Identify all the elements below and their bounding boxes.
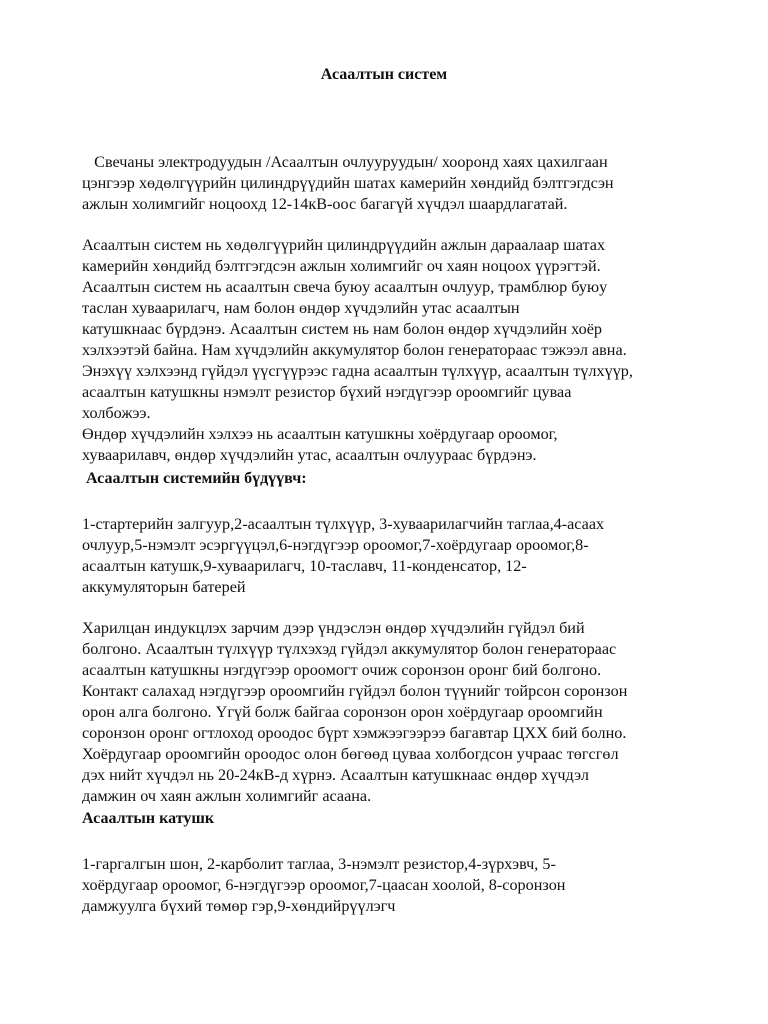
- paragraph-system-description: [82, 235, 728, 466]
- text-line: хоёрдугаар ороомог, 6-нэгдүгээр ороомог,7-цаасан хоолой, 8-соронзон: [82, 876, 566, 894]
- paragraph-intro: [82, 152, 728, 215]
- paragraph-principle: [82, 618, 728, 807]
- text-line: асаалтын катушк,9-хуваарилагч, 10-таславч, 11-конденсатор, 12-: [82, 557, 527, 575]
- text-line: Асаалтын систем нь асаалтын свеча буюу асаалтын очлуур, трамблюр буюу: [82, 278, 608, 296]
- text-line: дамжин оч хаян ажлын холимгийг асаана.: [82, 787, 372, 805]
- text-line: 1-гаргалгын шон, 2-карболит таглаа, 3-нэмэлт резистор,4-зүрхэвч, 5-: [82, 855, 556, 873]
- text-line: дамжуулга бүхий төмөр гэр,9-хөндийрүүлэгч: [82, 897, 396, 915]
- page-title: Асаалтын систем: [320, 66, 448, 83]
- text-line: Энэхүү хэлхээнд гүйдэл үүсгүүрээс гадна асаалтын түлхүүр, асаалтын түлхүүр,: [82, 362, 633, 380]
- text-line: хуваарилавч, өндөр хүчдэлийн утас, асаалтын очлуураас бүрдэнэ.: [82, 446, 537, 464]
- text-line: Өндөр хүчдэлийн хэлхээ нь асаалтын катушкны хоёрдугаар ороомог,: [82, 425, 558, 443]
- text-line: Хоёрдугаар ороомгийн ороодос олон бөгөөд цуваа холбогдсон учраас төгсгөл: [82, 745, 619, 763]
- paragraph-coil-legend: [82, 854, 728, 917]
- section-heading-coil: Асаалтын катушк: [82, 810, 215, 827]
- text-line: хэлхээтэй байна. Нам хүчдэлийн аккумулятор болон генератораас тэжээл авна.: [82, 341, 627, 359]
- text-line: Асаалтын систем нь хөдөлгүүрийн цилиндрүүдийн ажлын дараалаар шатах: [82, 236, 606, 254]
- text-line: камерийн хөндийд бэлтгэгдсэн ажлын холимгийг оч хаян ноцоох үүрэгтэй.: [82, 257, 601, 275]
- text-line: дэх нийт хүчдэл нь 20-24кВ-д хүрнэ. Асаалтын катушкнаас өндөр хүчдэл: [82, 766, 589, 784]
- text-line: ажлын холимгийг ноцоохд 12-14кВ-оос багагүй хүчдэл шаардлагатай.: [82, 195, 568, 213]
- paragraph-diagram-legend: [82, 514, 728, 598]
- text-line: соронзон оронг огтлоход ороодос бүрт хэмжээгээрээ багавтар ЦХХ бий болно.: [82, 724, 627, 742]
- text-line: катушкнаас бүрдэнэ. Асаалтын систем нь нам болон өндөр хүчдэлийн хоёр: [82, 320, 602, 338]
- text-line: орон алга болгоно. Үгүй болж байгаа соронзон орон хоёрдугаар ороомгийн: [82, 703, 603, 721]
- text-line: болгоно. Асаалтын түлхүүр түлхэхэд гүйдэл аккумулятор болон генератораас: [82, 640, 617, 658]
- text-line: очлуур,5-нэмэлт эсэргүүцэл,6-нэгдүгээр ороомог,7-хоёрдугаар ороомог,8-: [82, 536, 589, 554]
- text-line: цэнгээр хөдөлгүүрийн цилиндрүүдийн шатах камерийн хөндийд бэлтгэгдсэн: [82, 174, 614, 192]
- text-line: холбожээ.: [82, 404, 151, 422]
- text-line: Свечаны электродуудын /Асаалтын очлууруудын/ хооронд хаях цахилгаан: [82, 153, 608, 171]
- text-line: Контакт салахад нэгдүгээр ороомгийн гүйдэл болон түүнийг тойрсон соронзон: [82, 682, 628, 700]
- text-line: таслан хуваарилагч, нам болон өндөр хүчдэлийн утас асаалтын: [82, 299, 520, 317]
- text-line: 1-стартерийн залгуур,2-асаалтын түлхүүр, 3-хуваарилагчийн таглаа,4-асаах: [82, 515, 605, 533]
- text-line: асаалтын катушкны нэмэлт резистор бүхий нэгдүгээр ороомгийг цуваа: [82, 383, 572, 401]
- section-heading-diagram: Асаалтын системийн бүдүүвч:: [82, 470, 307, 487]
- text-line: аккумуляторын батерей: [82, 578, 246, 596]
- text-line: асаалтын катушкны нэгдүгээр ороомогт очиж соронзон оронг бий болгоно.: [82, 661, 602, 679]
- text-line: Харилцан индукцлэх зарчим дээр үндэслэн өндөр хүчдэлийн гүйдэл бий: [82, 619, 585, 637]
